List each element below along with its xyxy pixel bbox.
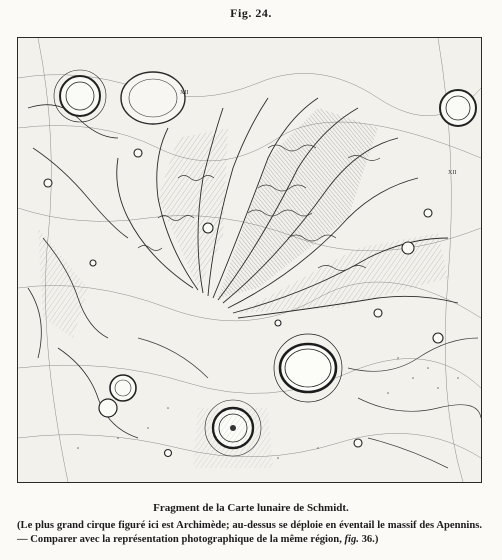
lunar-map-plate xyxy=(17,37,482,483)
crater-left-mid xyxy=(99,375,136,417)
crater-upper-left xyxy=(54,70,106,122)
crater-archimede xyxy=(274,334,342,402)
caption-fig-ref: fig. xyxy=(344,534,359,545)
crater-upper-right xyxy=(440,90,476,126)
caption-text-end: 36.) xyxy=(358,534,379,545)
oval-basin xyxy=(121,72,185,124)
lunar-map-engraving xyxy=(18,38,481,482)
map-marker-label: XII xyxy=(180,90,189,96)
map-marker-label: XII xyxy=(448,170,457,176)
caption-title: Fragment de la Carte lunaire de Schmidt. xyxy=(153,502,349,514)
caption-body xyxy=(17,519,482,547)
figure-label: Fig. 24. xyxy=(230,6,272,20)
caption-text: (Le plus grand cirque figuré ici est Archimède; au-dessus se déploie en éventail le massif des Apennins. — Comparer avec la représentation photographique de la même région, xyxy=(17,520,482,545)
